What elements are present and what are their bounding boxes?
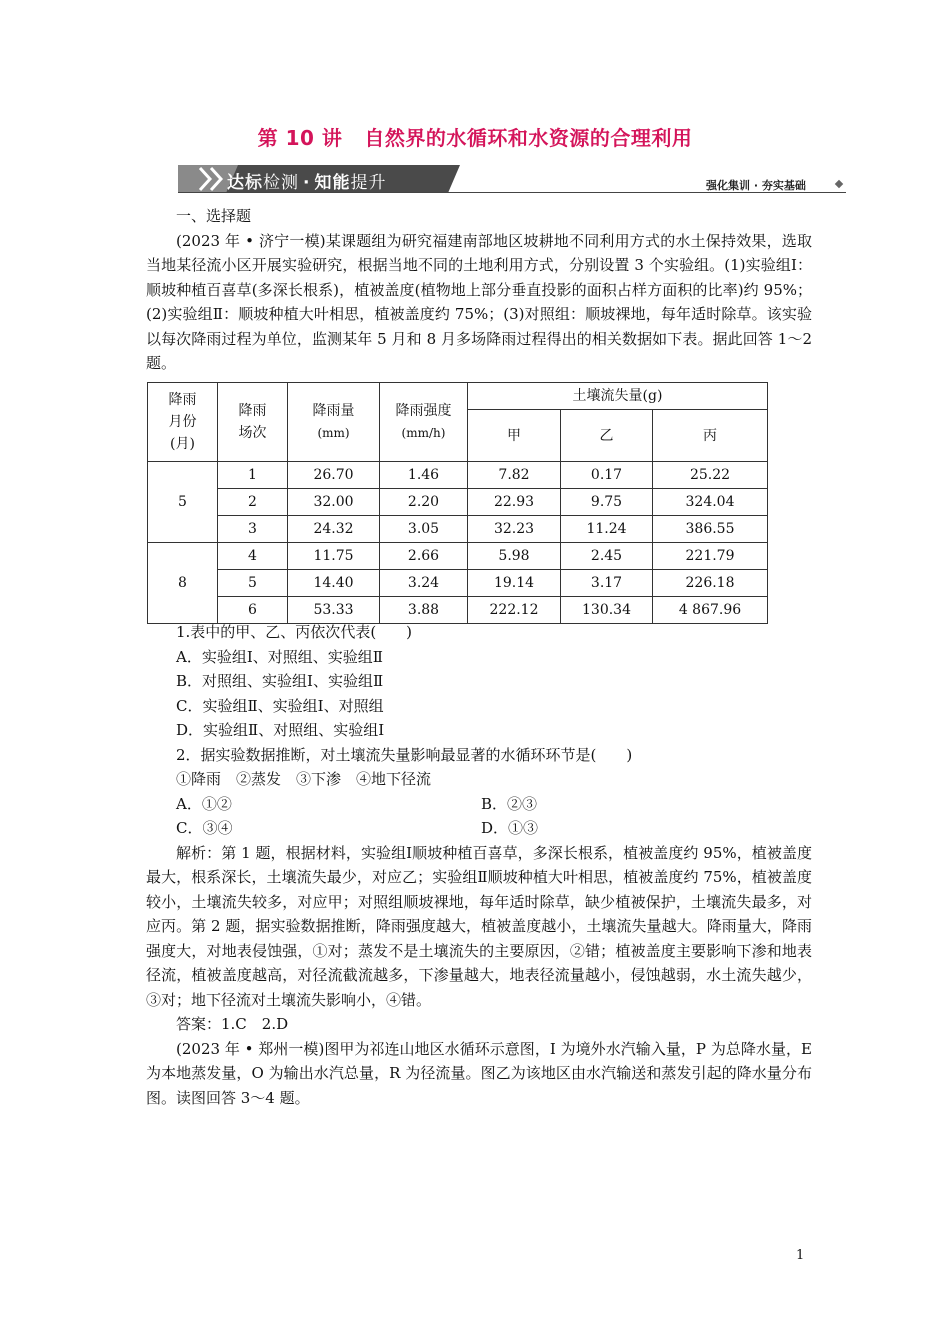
header-jia: 甲 xyxy=(468,410,561,462)
page-number: 1 xyxy=(796,1248,805,1263)
intro-block xyxy=(146,204,812,376)
cell-yi: 0.17 xyxy=(561,462,653,489)
q1-option-d: D．实验组Ⅱ、对照组、实验组Ⅰ xyxy=(176,721,385,739)
q2-options-row1 xyxy=(146,792,812,817)
cell-event: 3 xyxy=(218,516,288,543)
q1-stem: 1.表中的甲、乙、丙依次代表( ) xyxy=(176,623,413,641)
cell-bing: 226.18 xyxy=(653,570,768,597)
header-intensity xyxy=(380,383,468,462)
intro-paragraph-2: (2023 年 • 郑州一模)图甲为祁连山地区水循环示意图，I 为境外水汽输入量，P 为总降水量，E 为本地蒸发量，O 为输出水汽总量，R 为径流量。图乙为该地区由水汽输送和蒸发引起的降水量分布图。读图回答 3～4 题。 xyxy=(146,1039,812,1107)
header-event-line2: 场次 xyxy=(238,425,267,441)
banner-char-7: 提升 xyxy=(350,173,387,193)
cell-yi: 11.24 xyxy=(561,516,653,543)
header-amount-line1: 降雨量 xyxy=(312,403,355,419)
cell-jia: 32.23 xyxy=(468,516,561,543)
banner-right-label: 强化集训 · 夯实基础 xyxy=(706,179,806,192)
header-intensity-line2: (mm/h) xyxy=(401,426,446,440)
header-month-line2: 月份 xyxy=(168,414,197,430)
cell-intensity: 3.88 xyxy=(380,597,468,624)
banner-char-2: 标 xyxy=(245,173,263,193)
header-month xyxy=(148,383,218,462)
q1-option-c: C．实验组Ⅱ、实验组Ⅰ、对照组 xyxy=(176,696,384,715)
table-row xyxy=(148,543,768,570)
cell-yi: 3.17 xyxy=(561,570,653,597)
cell-yi: 130.34 xyxy=(561,597,653,624)
q1-option-a: A．实验组Ⅰ、对照组、实验组Ⅱ xyxy=(176,647,383,666)
cell-bing: 25.22 xyxy=(653,462,768,489)
cell-yi: 9.75 xyxy=(561,489,653,516)
cell-month-5: 5 xyxy=(148,462,218,543)
cell-amount: 32.00 xyxy=(288,489,380,516)
header-amount-line2: (mm) xyxy=(317,426,350,440)
banner-char-1: 达 xyxy=(227,173,245,193)
banner-char-5: 知 xyxy=(314,173,333,193)
cell-bing: 221.79 xyxy=(653,543,768,570)
cell-intensity: 1.46 xyxy=(380,462,468,489)
cell-intensity: 3.24 xyxy=(380,570,468,597)
q2-stem: 2．据实验数据推断，对土壤流失量影响最显著的水循环环节是( ) xyxy=(176,745,633,764)
page-title xyxy=(0,122,950,151)
cell-yi: 2.45 xyxy=(561,543,653,570)
q2-options-row2 xyxy=(146,816,812,841)
table-row xyxy=(148,462,768,489)
cell-bing: 4 867.96 xyxy=(653,597,768,624)
header-month-line3: (月) xyxy=(170,436,195,452)
header-amount xyxy=(288,383,380,462)
data-table xyxy=(147,382,768,624)
header-event xyxy=(218,383,288,462)
cell-amount: 11.75 xyxy=(288,543,380,570)
header-soil-loss: 土壤流失量(g) xyxy=(468,383,768,410)
cell-jia: 7.82 xyxy=(468,462,561,489)
q2-option-a: A．①② xyxy=(176,794,232,813)
cell-jia: 222.12 xyxy=(468,597,561,624)
cell-jia: 5.98 xyxy=(468,543,561,570)
header-bing: 丙 xyxy=(653,410,768,462)
cell-bing: 386.55 xyxy=(653,516,768,543)
cell-event: 6 xyxy=(218,597,288,624)
header-month-line1: 降雨 xyxy=(168,392,197,408)
title-lecture-number: 第 10 讲 xyxy=(257,126,343,150)
cell-event: 4 xyxy=(218,543,288,570)
cell-event: 2 xyxy=(218,489,288,516)
q1-option-b: B．对照组、实验组Ⅰ、实验组Ⅱ xyxy=(176,672,384,690)
title-topic: 自然界的水循环和水资源的合理利用 xyxy=(364,126,693,150)
q2-option-c: C．③④ xyxy=(176,819,233,837)
intro-paragraph-1: (2023 年 • 济宁一模)某课题组为研究福建南部地区坡耕地不同利用方式的水土保持效果，选取当地某径流小区开展实验研究，根据当地不同的土地利用方式，分别设置 3 个实验组。(1)实验组Ⅰ：顺坡种植百喜草(多深长根系)，植被盖度(植物地上部分垂直投影的面积占样方面积的比率)约 95%；(2)实验组Ⅱ：顺坡种植大叶相思，植被盖度约 75%；(3)对照组：顺坡裸地，每年适时除草。该实验以每次降雨过程为单位，监测某年 5 月和 8 月多场降雨过程得出的相关数据如下表。据此回答 1～2 题。 xyxy=(146,231,812,372)
cell-amount: 26.70 xyxy=(288,462,380,489)
cell-intensity: 2.20 xyxy=(380,489,468,516)
table-row xyxy=(148,516,768,543)
header-event-line1: 降雨 xyxy=(238,403,267,419)
cell-amount: 24.32 xyxy=(288,516,380,543)
cell-intensity: 3.05 xyxy=(380,516,468,543)
questions-block xyxy=(146,620,812,1110)
q2-option-b: B．②③ xyxy=(481,794,538,813)
q2-option-d: D．①③ xyxy=(481,819,539,837)
cell-amount: 53.33 xyxy=(288,597,380,624)
cell-month-8: 8 xyxy=(148,543,218,624)
header-intensity-line1: 降雨强度 xyxy=(395,403,452,419)
answer-line: 答案：1.C 2.D xyxy=(176,1015,289,1033)
cell-jia: 22.93 xyxy=(468,489,561,516)
section-heading: 一、选择题 xyxy=(176,207,252,225)
diamond-icon xyxy=(835,180,843,188)
cell-event: 5 xyxy=(218,570,288,597)
cell-event: 1 xyxy=(218,462,288,489)
cell-jia: 19.14 xyxy=(468,570,561,597)
table-row xyxy=(148,570,768,597)
analysis-paragraph: 解析：第 1 题，根据材料，实验组Ⅰ顺坡种植百喜草，多深长根系，植被盖度约 95%，植被盖度最大，根系深长，土壤流失最少，对应乙；实验组Ⅱ顺坡种植大叶相思，植被盖度约 75%，植被盖度较小，土壤流失较多，对应甲；对照组顺坡裸地，每年适时除草，缺少植被保护，土壤流失最多，对应丙。第 2 题，据实验数据推断，降雨强度越大，植被盖度越小，土壤流失量越大。降雨量大，降雨强度大，对地表侵蚀强，①对；蒸发不是土壤流失的主要原因，②错；植被盖度主要影响下渗和地表径流，植被盖度越高，对径流截流越多，下渗量越大，地表径流量越小，侵蚀越弱，水土流失越少，③对；地下径流对土壤流失影响小，④错。 xyxy=(146,843,812,1009)
q2-items: ①降雨 ②蒸发 ③下渗 ④地下径流 xyxy=(176,770,432,788)
table-row xyxy=(148,489,768,516)
cell-amount: 14.40 xyxy=(288,570,380,597)
banner-dot: · xyxy=(303,173,311,193)
table-header-row xyxy=(148,383,768,410)
header-yi: 乙 xyxy=(561,410,653,462)
banner-char-6: 能 xyxy=(332,173,351,193)
cell-bing: 324.04 xyxy=(653,489,768,516)
cell-intensity: 2.66 xyxy=(380,543,468,570)
banner-label xyxy=(227,168,386,193)
banner-char-3: 检测 xyxy=(263,173,299,193)
